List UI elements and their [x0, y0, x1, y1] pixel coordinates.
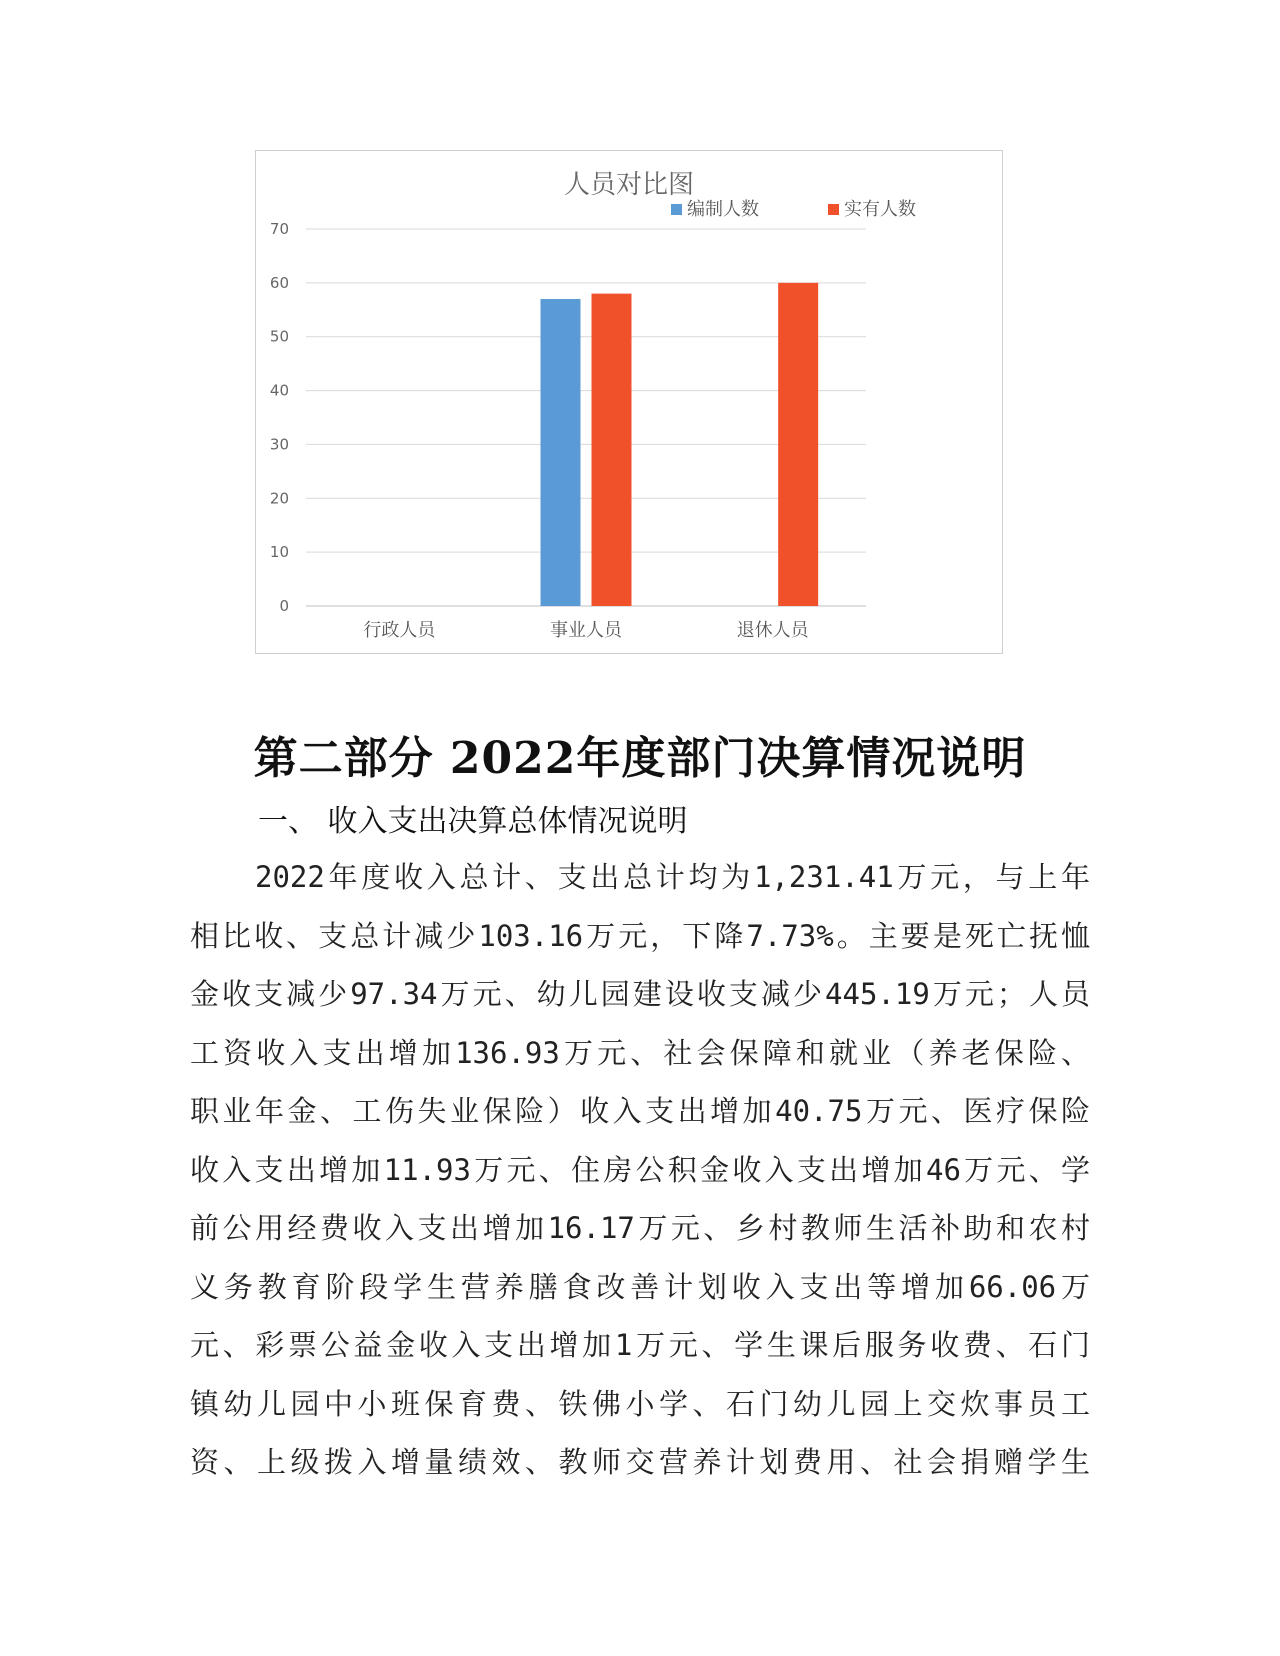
body-line: 资、上级拨入增量绩效、教师交营养计划费用、社会捐赠学生: [190, 1445, 1090, 1479]
body-line: 2022年度收入总计、支出总计均为1,231.41万元，与上年: [255, 860, 1090, 894]
chart-svg: [256, 151, 1002, 653]
body-line: 前公用经费收入支出增加16.17万元、乡村教师生活补助和农村: [190, 1211, 1090, 1245]
body-line: 收入支出增加11.93万元、住房公积金收入支出增加46万元、学: [190, 1152, 1090, 1187]
body-line: 金收支减少97.34万元、幼儿园建设收支减少445.19万元；人员: [190, 977, 1090, 1011]
legend-label: 实有人数: [844, 199, 916, 220]
x-category-label: 行政人员: [363, 620, 436, 641]
body-paragraph: [190, 848, 1090, 1492]
bar: [592, 294, 632, 606]
section-one-heading: 一、 收入支出决算总体情况说明: [258, 804, 688, 839]
bar: [541, 299, 581, 606]
y-tick-label: 30: [269, 435, 289, 454]
part-two-heading: 第二部分 2022年度部门决算情况说明: [253, 733, 1027, 784]
chart-title: 人员对比图: [563, 170, 695, 200]
body-line: 工资收入支出增加136.93万元、社会保障和就业（养老保险、: [190, 1035, 1090, 1070]
legend-label: 编制人数: [687, 199, 759, 220]
x-category-label: 退休人员: [736, 620, 809, 641]
body-line: 职业年金、工伤失业保险）收入支出增加40.75万元、医疗保险: [190, 1094, 1090, 1128]
y-tick-label: 40: [269, 381, 289, 400]
legend-swatch: [828, 204, 839, 215]
body-line: 镇幼儿园中小班保育费、铁佛小学、石门幼儿园上交炊事员工: [190, 1386, 1090, 1421]
x-category-label: 事业人员: [550, 620, 622, 641]
y-tick-label: 50: [269, 327, 289, 346]
y-tick-label: 60: [269, 273, 289, 292]
legend-swatch: [671, 204, 682, 215]
personnel-comparison-chart: [255, 150, 1003, 654]
body-line: 义务教育阶段学生营养膳食改善计划收入支出等增加66.06万: [190, 1269, 1090, 1304]
body-line: 相比收、支总计减少103.16万元，下降7.73%。主要是死亡抚恤: [190, 918, 1090, 953]
y-tick-label: 10: [269, 543, 289, 562]
bar: [778, 283, 818, 606]
body-line: 元、彩票公益金收入支出增加1万元、学生课后服务收费、石门: [190, 1328, 1090, 1362]
y-tick-label: 0: [279, 597, 289, 615]
y-tick-label: 20: [269, 489, 289, 508]
y-tick-label: 70: [269, 220, 289, 238]
